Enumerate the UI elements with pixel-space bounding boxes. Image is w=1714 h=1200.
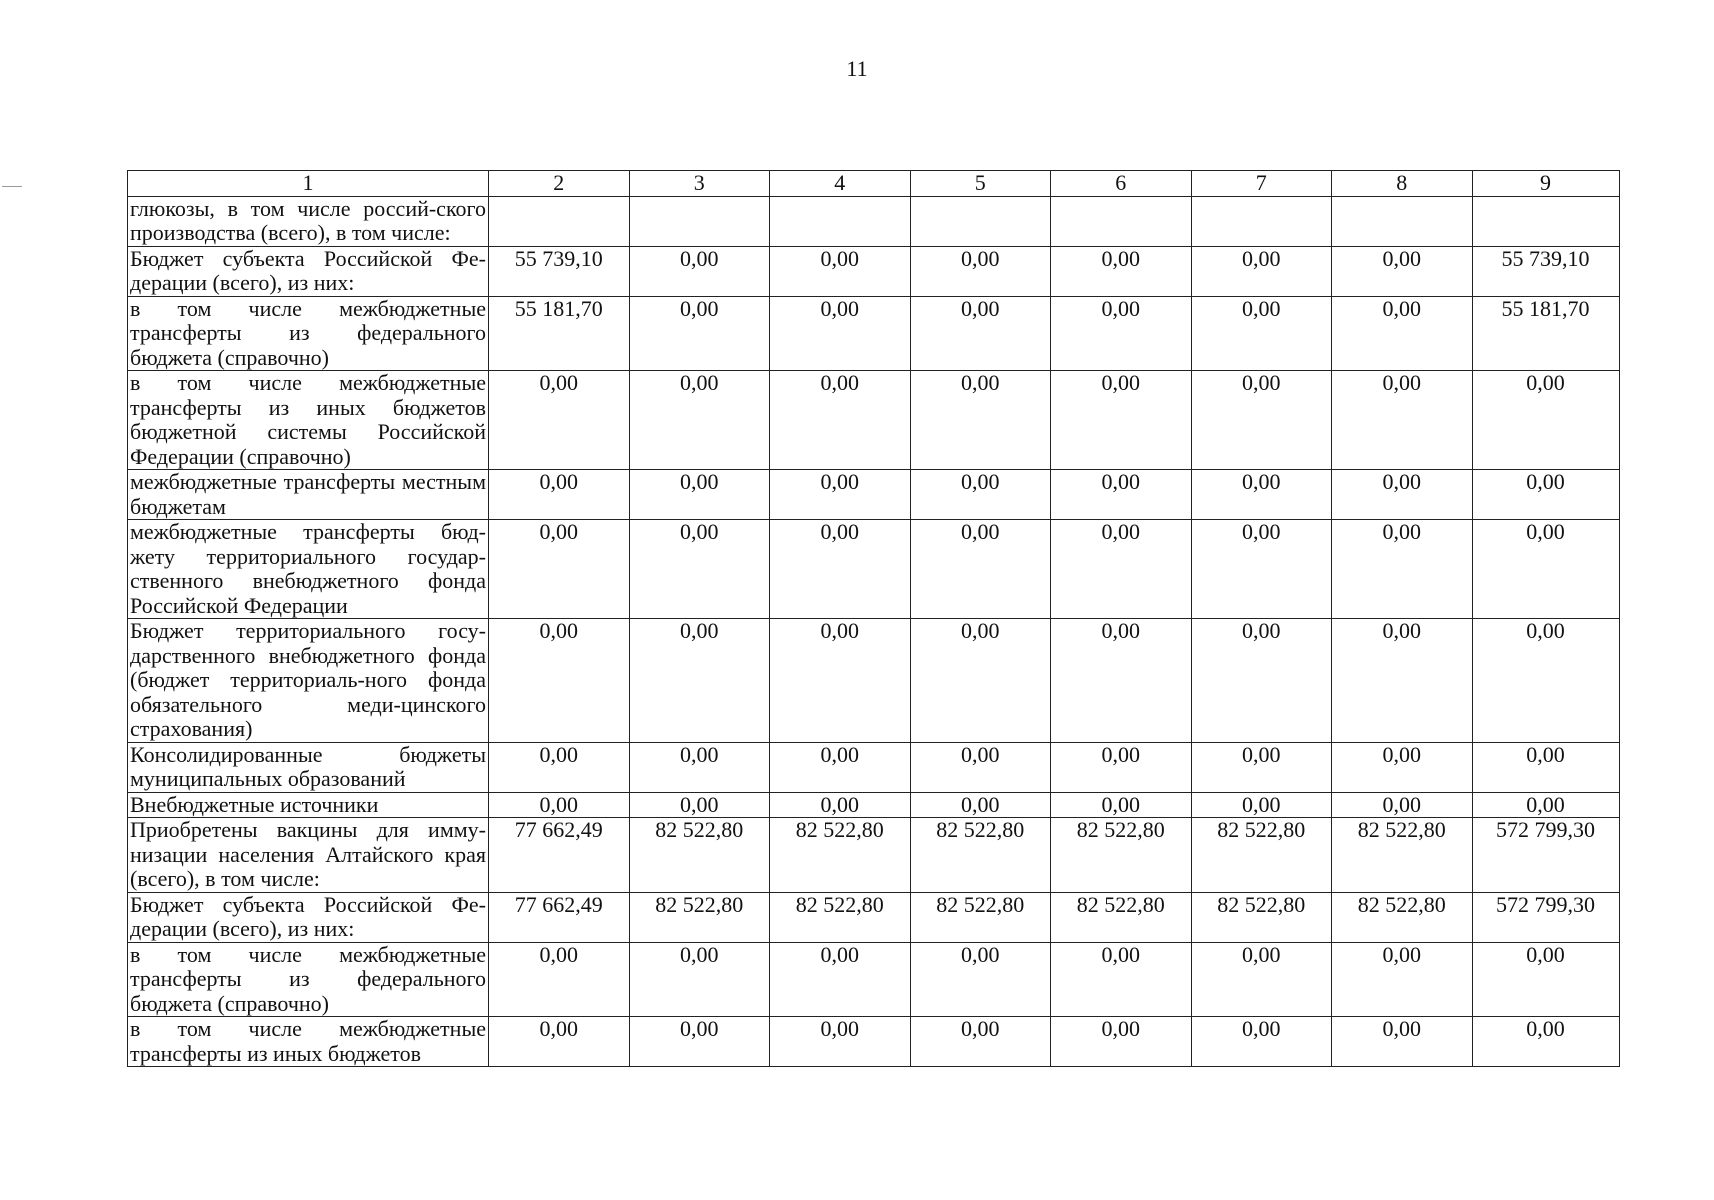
column-header: 4 — [770, 171, 911, 197]
value-cell: 0,00 — [910, 371, 1051, 470]
value-cell: 0,00 — [629, 619, 770, 743]
value-cell: 82 522,80 — [629, 892, 770, 942]
value-cell: 0,00 — [489, 742, 630, 792]
value-cell: 0,00 — [910, 520, 1051, 619]
value-cell: 572 799,30 — [1472, 892, 1619, 942]
column-header: 2 — [489, 171, 630, 197]
value-cell: 82 522,80 — [1051, 892, 1192, 942]
value-cell: 0,00 — [629, 296, 770, 371]
value-cell: 0,00 — [770, 470, 911, 520]
value-cell: 0,00 — [1191, 742, 1332, 792]
row-label: Приобретены вакцины для имму-низации населения Алтайского края (всего), в том числе: — [128, 818, 489, 893]
value-cell: 0,00 — [1472, 792, 1619, 818]
row-label: межбюджетные трансферты местным бюджетам — [128, 470, 489, 520]
value-cell: 0,00 — [770, 742, 911, 792]
column-header: 6 — [1051, 171, 1192, 197]
value-cell: 0,00 — [489, 942, 630, 1017]
value-cell: 0,00 — [1051, 619, 1192, 743]
value-cell: 0,00 — [629, 742, 770, 792]
margin-mark — [2, 186, 22, 187]
table-row — [128, 892, 1620, 942]
value-cell: 55 181,70 — [1472, 296, 1619, 371]
value-cell: 0,00 — [489, 619, 630, 743]
value-cell: 0,00 — [1191, 619, 1332, 743]
value-cell: 0,00 — [1472, 1017, 1619, 1067]
table-row — [128, 942, 1620, 1017]
value-cell: 0,00 — [489, 1017, 630, 1067]
value-cell: 0,00 — [1332, 1017, 1473, 1067]
value-cell: 0,00 — [770, 371, 911, 470]
value-cell: 0,00 — [1472, 520, 1619, 619]
value-cell — [910, 196, 1051, 246]
budget-table — [127, 170, 1620, 1067]
value-cell — [1332, 196, 1473, 246]
value-cell: 0,00 — [1051, 742, 1192, 792]
value-cell — [770, 196, 911, 246]
value-cell: 0,00 — [910, 470, 1051, 520]
table-row — [128, 371, 1620, 470]
column-header: 5 — [910, 171, 1051, 197]
value-cell: 0,00 — [910, 942, 1051, 1017]
table-row — [128, 818, 1620, 893]
value-cell: 0,00 — [1051, 1017, 1192, 1067]
value-cell: 0,00 — [489, 520, 630, 619]
value-cell: 82 522,80 — [770, 892, 911, 942]
value-cell: 82 522,80 — [1332, 892, 1473, 942]
value-cell: 0,00 — [1191, 470, 1332, 520]
value-cell: 0,00 — [1191, 371, 1332, 470]
table-row — [128, 1017, 1620, 1067]
value-cell: 55 181,70 — [489, 296, 630, 371]
header-row — [128, 171, 1620, 197]
value-cell — [1051, 196, 1192, 246]
value-cell: 0,00 — [770, 1017, 911, 1067]
row-label: Бюджет субъекта Российской Фе-дерации (всего), из них: — [128, 246, 489, 296]
row-label: в том числе межбюджетные трансферты из федерального бюджета (справочно) — [128, 942, 489, 1017]
value-cell — [1472, 196, 1619, 246]
row-label: в том числе межбюджетные трансферты из федерального бюджета (справочно) — [128, 296, 489, 371]
value-cell: 0,00 — [910, 792, 1051, 818]
row-label: в том числе межбюджетные трансферты из иных бюджетов — [128, 1017, 489, 1067]
value-cell: 0,00 — [910, 246, 1051, 296]
table-row — [128, 520, 1620, 619]
value-cell: 77 662,49 — [489, 892, 630, 942]
value-cell — [1191, 196, 1332, 246]
row-label: Внебюджетные источники — [128, 792, 489, 818]
column-header: 7 — [1191, 171, 1332, 197]
value-cell: 0,00 — [1472, 942, 1619, 1017]
value-cell: 0,00 — [1332, 296, 1473, 371]
value-cell — [489, 196, 630, 246]
value-cell: 0,00 — [770, 296, 911, 371]
table-row — [128, 792, 1620, 818]
value-cell — [629, 196, 770, 246]
value-cell: 0,00 — [1191, 942, 1332, 1017]
value-cell: 0,00 — [1332, 619, 1473, 743]
value-cell: 0,00 — [770, 619, 911, 743]
value-cell: 0,00 — [1051, 792, 1192, 818]
value-cell: 0,00 — [1472, 742, 1619, 792]
row-label: в том числе межбюджетные трансферты из иных бюджетов бюджетной системы Российской Федерации (справочно) — [128, 371, 489, 470]
table-row — [128, 619, 1620, 743]
value-cell: 82 522,80 — [1332, 818, 1473, 893]
value-cell: 82 522,80 — [910, 818, 1051, 893]
value-cell: 0,00 — [1472, 371, 1619, 470]
value-cell: 0,00 — [1332, 470, 1473, 520]
value-cell: 0,00 — [1191, 296, 1332, 371]
value-cell: 0,00 — [629, 470, 770, 520]
table-row — [128, 742, 1620, 792]
value-cell: 0,00 — [489, 792, 630, 818]
table-body — [128, 196, 1620, 1067]
row-label: Консолидированные бюджеты муниципальных образований — [128, 742, 489, 792]
value-cell: 0,00 — [1051, 520, 1192, 619]
value-cell: 0,00 — [770, 520, 911, 619]
row-label: межбюджетные трансферты бюд-жету территориального государ-ственного внебюджетного фонда Российской Федерации — [128, 520, 489, 619]
value-cell: 55 739,10 — [1472, 246, 1619, 296]
value-cell: 82 522,80 — [629, 818, 770, 893]
column-header: 9 — [1472, 171, 1619, 197]
value-cell: 0,00 — [910, 742, 1051, 792]
value-cell: 0,00 — [1191, 1017, 1332, 1067]
table-row — [128, 470, 1620, 520]
value-cell: 0,00 — [1332, 246, 1473, 296]
value-cell: 0,00 — [629, 246, 770, 296]
value-cell: 0,00 — [770, 792, 911, 818]
column-header: 1 — [128, 171, 489, 197]
value-cell: 0,00 — [1332, 792, 1473, 818]
value-cell: 82 522,80 — [1051, 818, 1192, 893]
value-cell: 0,00 — [629, 520, 770, 619]
value-cell: 55 739,10 — [489, 246, 630, 296]
value-cell: 0,00 — [770, 942, 911, 1017]
value-cell: 0,00 — [1051, 470, 1192, 520]
value-cell: 0,00 — [910, 296, 1051, 371]
value-cell: 0,00 — [1051, 942, 1192, 1017]
value-cell: 0,00 — [1332, 371, 1473, 470]
column-header: 3 — [629, 171, 770, 197]
value-cell: 0,00 — [629, 942, 770, 1017]
column-header: 8 — [1332, 171, 1473, 197]
value-cell: 82 522,80 — [1191, 818, 1332, 893]
value-cell: 77 662,49 — [489, 818, 630, 893]
value-cell: 0,00 — [1332, 942, 1473, 1017]
row-label: глюкозы, в том числе россий-ского производства (всего), в том числе: — [128, 196, 489, 246]
row-label: Бюджет субъекта Российской Фе-дерации (всего), из них: — [128, 892, 489, 942]
value-cell: 82 522,80 — [770, 818, 911, 893]
value-cell: 0,00 — [1332, 520, 1473, 619]
value-cell: 0,00 — [1051, 371, 1192, 470]
value-cell: 0,00 — [1191, 792, 1332, 818]
table-row — [128, 246, 1620, 296]
value-cell: 0,00 — [1051, 296, 1192, 371]
row-label: Бюджет территориального госу-дарственного внебюджетного фонда (бюджет территориаль-ного фонда обязательного меди-цинского страхования) — [128, 619, 489, 743]
value-cell: 0,00 — [770, 246, 911, 296]
value-cell: 0,00 — [1191, 246, 1332, 296]
value-cell: 0,00 — [1332, 742, 1473, 792]
table-row — [128, 296, 1620, 371]
value-cell: 0,00 — [629, 792, 770, 818]
value-cell: 0,00 — [910, 619, 1051, 743]
value-cell: 0,00 — [489, 470, 630, 520]
value-cell: 0,00 — [1191, 520, 1332, 619]
table-row — [128, 196, 1620, 246]
value-cell: 0,00 — [1051, 246, 1192, 296]
value-cell: 0,00 — [629, 1017, 770, 1067]
value-cell: 572 799,30 — [1472, 818, 1619, 893]
value-cell: 0,00 — [629, 371, 770, 470]
value-cell: 82 522,80 — [910, 892, 1051, 942]
page-number: 11 — [846, 56, 868, 81]
value-cell: 0,00 — [910, 1017, 1051, 1067]
value-cell: 0,00 — [489, 371, 630, 470]
value-cell: 0,00 — [1472, 619, 1619, 743]
value-cell: 0,00 — [1472, 470, 1619, 520]
value-cell: 82 522,80 — [1191, 892, 1332, 942]
